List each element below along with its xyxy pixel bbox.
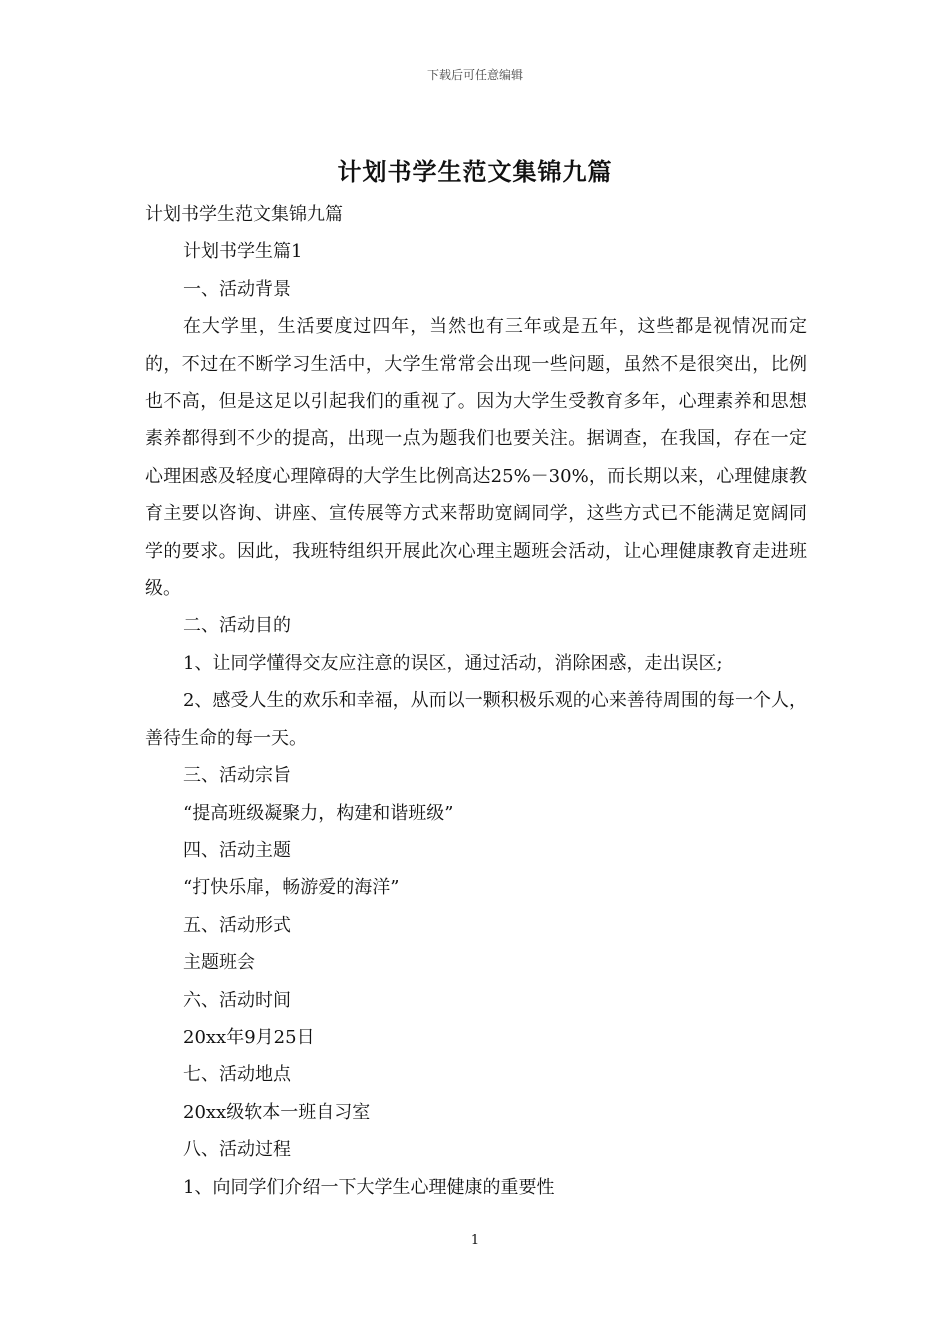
subtitle: 计划书学生范文集锦九篇 bbox=[145, 204, 343, 225]
theme-text: “打快乐扉，畅游爱的海洋” bbox=[183, 877, 400, 899]
form-heading: 五、活动形式 bbox=[183, 914, 291, 936]
time-text: 20xx年9月25日 bbox=[183, 1026, 315, 1048]
theme-heading: 四、活动主题 bbox=[183, 839, 291, 861]
background-paragraph: 在大学里，生活要度过四年，当然也有三年或是五年，这些都是视情况而定的，不过在不断学习生活中，大学生常常会出现一些问题，虽然不是很突出，比例也不高，但是这足以引起我们的重视了。因为大学生受教育多年，心理素养和思想素养都得到不少的提高，出现一点为题我们也要关注。据调查，在我国，存在一定心理困惑及轻度心理障碍的大学生比例高达25%－30%，而长期以来，心理健康教育主要以咨询、讲座、宣传展等方式来帮助宽阔同学，这些方式已不能满足宽阔同学的要求。因此，我班特组织开展此次心理主题班会活动，让心理健康教育走进班级。 bbox=[145, 316, 807, 600]
background-heading: 一、活动背景 bbox=[183, 278, 291, 300]
aim-text: “提高班级凝聚力，构建和谐班级” bbox=[183, 802, 454, 824]
goal-item-1: 1、让同学懂得交友应注意的误区，通过活动，消除困惑，走出误区; bbox=[183, 652, 723, 674]
process-heading: 八、活动过程 bbox=[183, 1139, 291, 1161]
form-text: 主题班会 bbox=[183, 952, 255, 974]
aim-heading: 三、活动宗旨 bbox=[183, 765, 291, 787]
time-heading: 六、活动时间 bbox=[183, 989, 291, 1011]
document-body bbox=[145, 196, 807, 1206]
place-text: 20xx级软本一班自习室 bbox=[183, 1101, 371, 1123]
process-item-1: 1、向同学们介绍一下大学生心理健康的重要性 bbox=[183, 1176, 555, 1198]
section-heading: 计划书学生篇1 bbox=[183, 241, 303, 263]
header-note: 下载后可任意编辑 bbox=[426, 68, 523, 82]
document-title: 计划书学生范文集锦九篇 bbox=[337, 157, 613, 186]
goal-item-2: 2、感受人生的欢乐和幸福，从而以一颗积极乐观的心来善待周围的每一个人，善待生命的每一天。 bbox=[145, 690, 807, 749]
place-heading: 七、活动地点 bbox=[183, 1064, 291, 1086]
goal-heading: 二、活动目的 bbox=[183, 615, 291, 637]
page-number: 1 bbox=[470, 1233, 480, 1248]
